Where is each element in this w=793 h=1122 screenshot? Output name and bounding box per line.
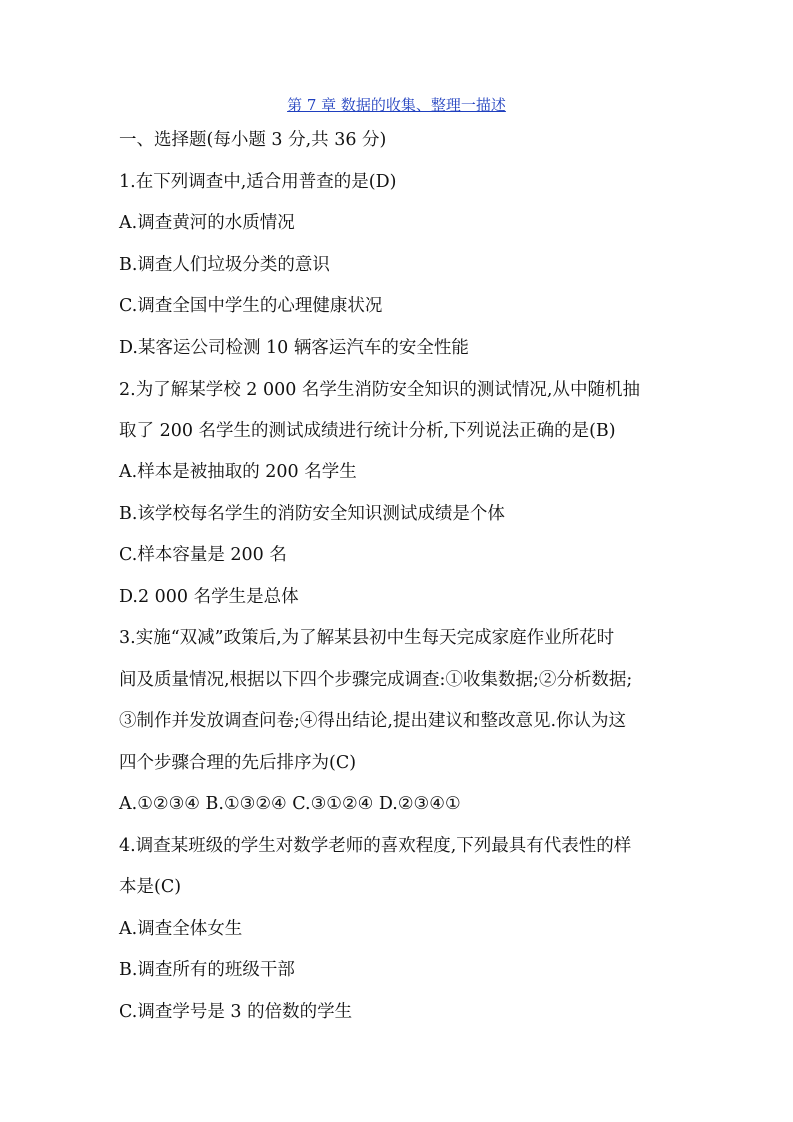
- question-2-option-b: B.该学校每名学生的消防安全知识测试成绩是个体: [119, 504, 505, 524]
- question-1-option-a: A.调查黄河的水质情况: [119, 213, 295, 233]
- question-4-option-c: C.调查学号是 3 的倍数的学生: [119, 1002, 353, 1022]
- question-4-option-b: B.调查所有的班级干部: [119, 960, 295, 980]
- question-1-option-c: C.调查全国中学生的心理健康状况: [119, 296, 383, 316]
- section-heading: 一、选择题(每小题 3 分,共 36 分): [119, 130, 387, 150]
- question-1-option-d: D.某客运公司检测 10 辆客运汽车的安全性能: [119, 338, 469, 358]
- question-2-option-a: A.样本是被抽取的 200 名学生: [119, 462, 357, 482]
- question-3-options: A.①②③④ B.①③②④ C.③①②④ D.②③④①: [119, 794, 461, 814]
- question-1-option-b: B.调查人们垃圾分类的意识: [119, 255, 330, 275]
- question-4-option-a: A.调查全体女生: [119, 919, 243, 939]
- question-2-stem-line-1: 2.为了解某学校 2 000 名学生消防安全知识的测试情况,从中随机抽: [119, 380, 640, 400]
- question-4-stem-line-1: 4.调查某班级的学生对数学老师的喜欢程度,下列最具有代表性的样: [119, 836, 632, 856]
- question-3-stem-line-2: 间及质量情况,根据以下四个步骤完成调查:①收集数据;②分析数据;: [119, 670, 633, 690]
- question-2-option-c: C.样本容量是 200 名: [119, 545, 287, 565]
- question-2-stem-line-2: 取了 200 名学生的测试成绩进行统计分析,下列说法正确的是(B): [119, 421, 616, 441]
- question-3-stem-line-4: 四个步骤合理的先后排序为(C): [119, 753, 357, 773]
- question-3-stem-line-1: 3.实施“双减”政策后,为了解某县初中生每天完成家庭作业所花时: [119, 628, 615, 648]
- chapter-title-link[interactable]: 第 7 章 数据的收集、整理一描述: [287, 96, 506, 114]
- question-2-option-d: D.2 000 名学生是总体: [119, 587, 299, 607]
- question-4-stem-line-2: 本是(C): [119, 877, 182, 897]
- question-3-stem-line-3: ③制作并发放调查问卷;④得出结论,提出建议和整改意见.你认为这: [119, 711, 627, 731]
- question-1-stem: 1.在下列调查中,适合用普查的是(D): [119, 172, 397, 192]
